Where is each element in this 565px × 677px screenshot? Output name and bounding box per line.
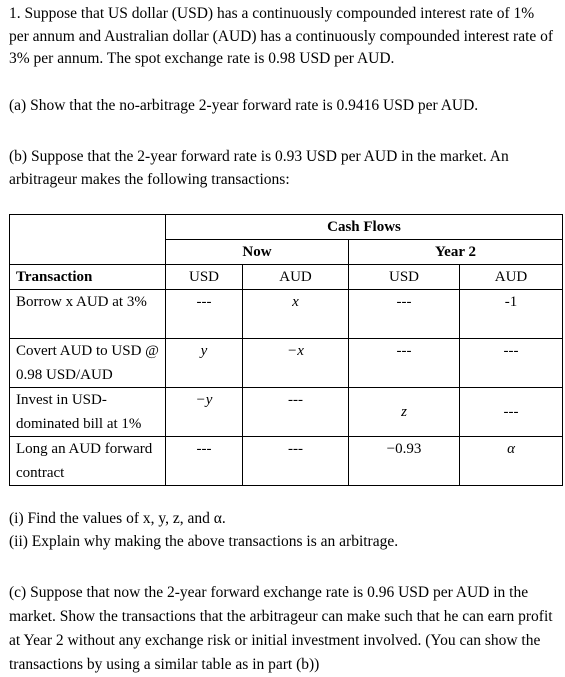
table-row: [10, 339, 563, 388]
now-header: Now: [166, 240, 349, 265]
part-a-text: (a) Show that the no-arbitrage 2-year forward rate is 0.9416 USD per AUD.: [9, 97, 479, 114]
now-usd-cell: y: [166, 339, 243, 388]
problem-intro: 1. Suppose that US dollar (USD) has a continuously compounded interest rate of 1% per annum and Australian dollar (AUD) has a continuously compounded interest rate of 3% per annum. The spot exchange rate is 0.98 USD per AUD.: [9, 5, 554, 67]
now-aud-cell: ---: [243, 437, 349, 486]
row-label: Invest in USD-dominated bill at 1%: [10, 388, 166, 437]
cash-flow-table: [9, 214, 563, 486]
header-row-currency: [10, 265, 563, 290]
transaction-header: Transaction: [10, 265, 166, 290]
year2-aud-header: AUD: [460, 265, 563, 290]
year2-aud-cell: ---: [460, 388, 563, 437]
row-label: Borrow x AUD at 3%: [10, 290, 166, 339]
now-aud-cell: ---: [243, 388, 349, 437]
year2-usd-cell: −0.93: [349, 437, 460, 486]
now-aud-cell: −x: [243, 339, 349, 388]
now-aud-cell: x: [243, 290, 349, 339]
year2-aud-cell: -1: [460, 290, 563, 339]
row-label: Covert AUD to USD @ 0.98 USD/AUD: [10, 339, 166, 388]
cash-flows-header: Cash Flows: [166, 215, 563, 240]
part-i-text: (i) Find the values of x, y, z, and α.: [9, 510, 226, 527]
table-row: [10, 388, 563, 437]
year2-usd-cell: ---: [349, 290, 460, 339]
now-aud-header: AUD: [243, 265, 349, 290]
year2-aud-cell: ---: [460, 339, 563, 388]
now-usd-cell: ---: [166, 290, 243, 339]
row-label: Long an AUD forward contract: [10, 437, 166, 486]
table-row: [10, 290, 563, 339]
part-c-text: (c) Suppose that now the 2-year forward exchange rate is 0.96 USD per AUD in the market. Show the transactions that the arbitrageur can make such that he can earn profit at Year 2 without any exchange risk or initial investment involved. (You can show the transactions by using a similar table as in part (b)): [9, 584, 553, 673]
year2-usd-header: USD: [349, 265, 460, 290]
part-b-text: (b) Suppose that the 2-year forward rate is 0.93 USD per AUD in the market. An arbitrageur makes the following transactions:: [9, 148, 509, 188]
year2-usd-cell: z: [349, 388, 460, 437]
year2-aud-cell: α: [460, 437, 563, 486]
header-row-cash-flows: [10, 215, 563, 240]
part-ii-text: (ii) Explain why making the above transactions is an arbitrage.: [9, 533, 399, 550]
now-usd-header: USD: [166, 265, 243, 290]
blank-header-cell: [10, 215, 166, 265]
now-usd-cell: −y: [166, 388, 243, 437]
year2-header: Year 2: [349, 240, 563, 265]
now-usd-cell: ---: [166, 437, 243, 486]
table-row: [10, 437, 563, 486]
year2-usd-cell: ---: [349, 339, 460, 388]
